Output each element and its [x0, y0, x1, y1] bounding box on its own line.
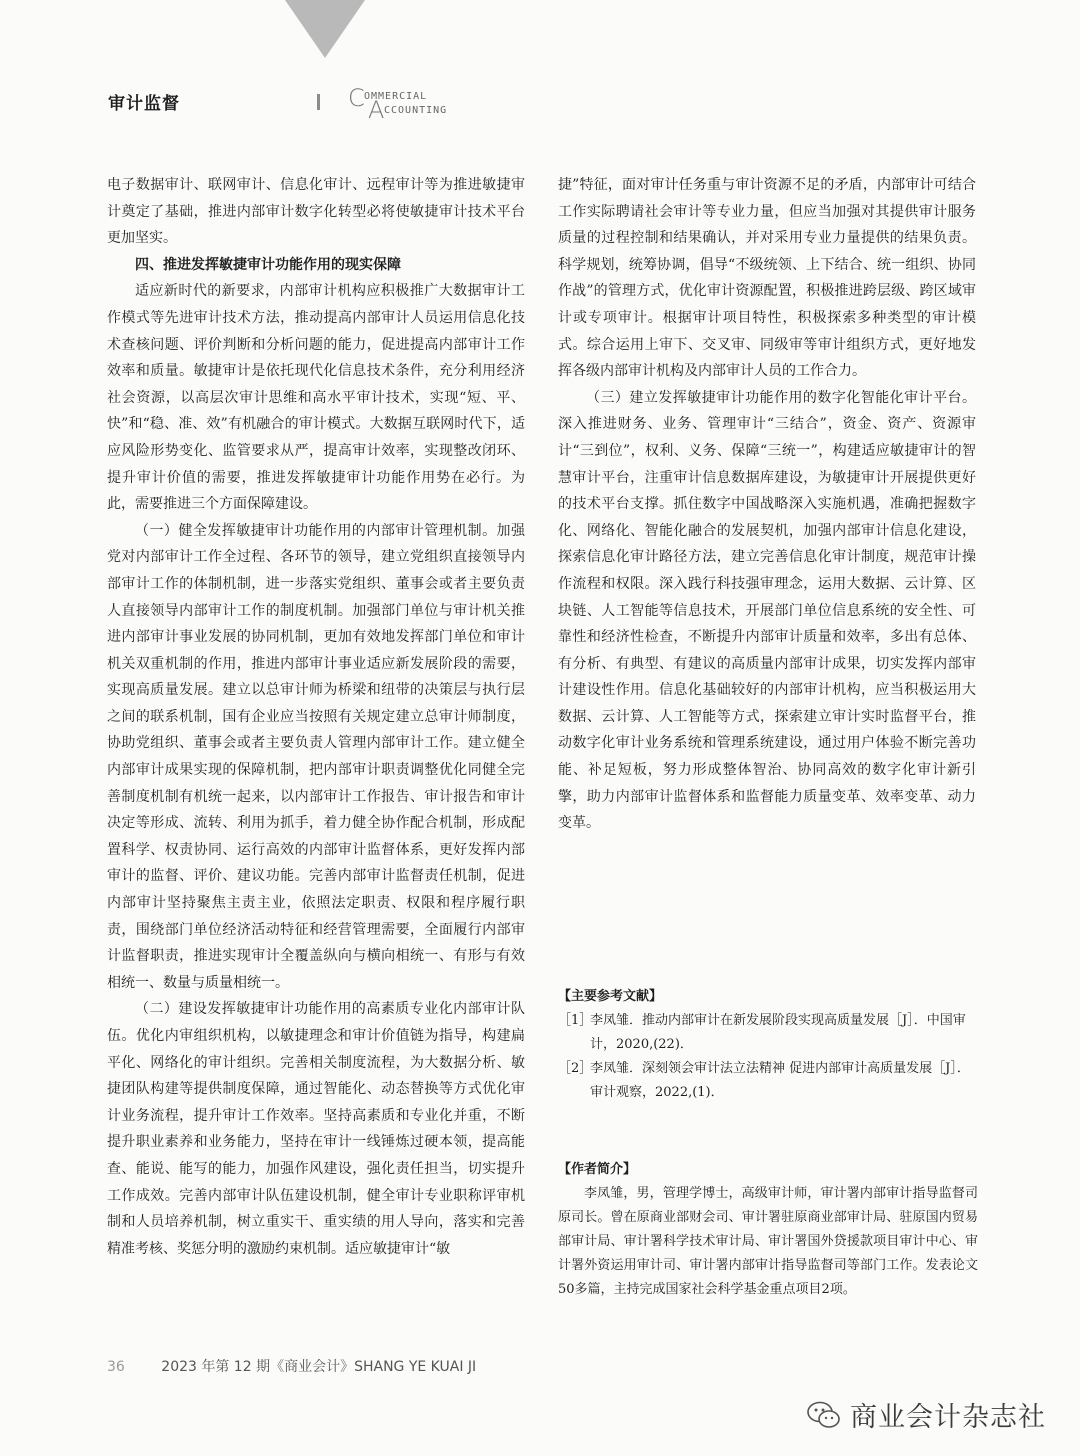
paragraph: 适应新时代的新要求，内部审计机构应积极推广大数据审计工作模式等先进审计技术方法，推动提高内部审计人员运用信息化技术查核问题、评价判断和分析问题的能力，促进提高内部审计工作效率和质量。敏捷审计是依托现代化信息技术条件，充分利用经济社会资源，以高层次审计思维和高水平审计技术，实现“短、平、快”和“稳、准、效”有机融合的审计模式。大数据互联网时代下，适应风险形势变化、监管要求从严，提高审计效率，实现整改闭环、提升审计价值的需要，推进发挥敏捷审计功能作用势在必行。为此，需要推进三个方面保障建设。	[107, 283, 525, 513]
reference-item	[558, 1057, 978, 1105]
brand-initial-c: C	[348, 84, 365, 112]
watermark	[806, 1395, 1046, 1434]
references-heading: 【主要参考文献】	[558, 989, 663, 1004]
right-column	[558, 172, 976, 837]
author-bio: 李凤雏，男，管理学博士，高级审计师，审计署内部审计指导监督司原司长。曾在原商业部财会司、审计署驻原商业部审计局、驻原国内贸易部审计局、审计署科学技术审计局、审计署国外贷援款项目审计中心、审计署外资运用审计司、审计署内部审计指导监督司等部门工作。发表论文50多篇，主持完成国家社会科学基金重点项目2项。	[558, 1186, 978, 1297]
page-number: 36	[107, 1359, 125, 1375]
reference-item	[558, 1009, 978, 1057]
issue-info: 2023 年第 12 期《商业会计》SHANG YE KUAI JI	[161, 1359, 477, 1375]
header-triangle-decoration	[285, 0, 365, 58]
brand-line-2: CCOUNTING	[384, 105, 448, 116]
brand-initial-a: A	[368, 96, 385, 124]
paragraph: 电子数据审计、联网审计、信息化审计、远程审计等为推进敏捷审计奠定了基础，推进内部审计数字化转型必将使敏捷审计技术平台更加坚实。	[107, 177, 525, 247]
reference-number: ［2］	[558, 1061, 593, 1076]
paragraph: （一）健全发挥敏捷审计功能作用的内部审计管理机制。加强党对内部审计工作全过程、各环节的领导，建立党组织直接领导内部审计工作的体制机制，进一步落实党组织、董事会或者主要负责人直接领导内部审计工作的制度机制。加强部门单位与审计机关推进内部审计事业发展的协同机制，更加有效地发挥部门单位和审计机关双重机制的作用，推进内部审计事业适应新发展阶段的需要，实现高质量发展。建立以总审计师为桥梁和纽带的决策层与执行层之间的联系机制，国有企业应当按照有关规定建立总审计师制度，协助党组织、董事会或者主要负责人管理内部审计工作。建立健全内部审计成果实现的保障机制，把内部审计职责调整优化同健全完善制度机制有机统一起来，以内部审计工作报告、审计报告和审计决定等形成、流转、利用为抓手，着力健全协作配合机制，形成配置科学、权责协同、运行高效的内部审计监督体系，更好发挥内部审计的监督、评价、建议功能。完善内部审计监督责任机制，促进内部审计坚持聚焦主责主业，依照法定职责、权限和程序履行职责，围绕部门单位经济活动特征和经营管理需要，全面履行内部审计监督职责，推进实现审计全覆盖纵向与横向相统一、有形与有效相统一、数量与质量相统一。	[107, 522, 525, 991]
reference-number: ［1］	[558, 1013, 593, 1028]
section-title: 审计监督	[108, 94, 180, 114]
header-divider	[317, 94, 320, 110]
brand-line-1: OMMERCIAL	[364, 91, 428, 102]
wechat-icon	[806, 1400, 842, 1430]
watermark-text: 商业会计杂志社	[850, 1402, 1046, 1433]
brand-logo	[348, 86, 488, 126]
paragraph: 捷”特征，面对审计任务重与审计资源不足的矛盾，内部审计可结合工作实际聘请社会审计等专业力量，但应当加强对其提供审计服务质量的过程控制和结果确认，并对采用专业力量提供的结果负责。科学规划，统筹协调，倡导“不级统领、上下结合、统一组织、协同作战”的管理方式，优化审计资源配置，积极推进跨层级、跨区域审计或专项审计。根据审计项目特性，积极探索多种类型的审计模式。综合运用上审下、交叉审、同级审等审计组织方式，更好地发挥各级内部审计机构及内部审计人员的工作合力。	[558, 177, 976, 380]
page-footer	[107, 1356, 476, 1376]
author-heading: 【作者简介】	[558, 1162, 637, 1177]
references-section	[558, 985, 978, 1105]
section-heading: 四、推进发挥敏捷审计功能作用的现实保障	[135, 256, 401, 273]
left-column	[107, 172, 525, 1262]
paragraph: （三）建立发挥敏捷审计功能作用的数字化智能化审计平台。深入推进财务、业务、管理审计“三结合”，资金、资产、资源审计“三到位”，权利、义务、保障“三统一”，构建适应敏捷审计的智慧审计平台，注重审计信息数据库建设，为敏捷审计开展提供更好的技术平台支撑。抓住数字中国战略深入实施机遇，准确把握数字化、网络化、智能化融合的发展契机，加强内部审计信息化建设，探索信息化审计路径方法，建立完善信息化审计制度，规范审计操作流程和权限。深入践行科技强审理念，运用大数据、云计算、区块链、人工智能等信息技术，开展部门单位信息系统的安全性、可靠性和经济性检查，不断提升内部审计质量和效率，多出有总体、有分析、有典型、有建议的高质量内部审计成果，切实发挥内部审计建设性作用。信息化基础较好的内部审计机构，应当积极运用大数据、云计算、人工智能等方式，探索建立审计实时监督平台，推动数字化审计业务系统和管理系统建设，通过用户体验不断完善功能、补足短板，努力形成整体智治、协同高效的数字化审计新引擎，助力内部审计监督体系和监督能力质量变革、效率变革、动力变革。	[558, 389, 976, 832]
paragraph: （二）建设发挥敏捷审计功能作用的高素质专业化内部审计队伍。优化内审组织机构，以敏捷理念和审计价值链为指导，构建扁平化、网络化的审计组织。完善相关制度流程，为大数据分析、敏捷团队构建等提供制度保障，通过智能化、动态替换等方式优化审计业务流程，提升审计工作效率。坚持高素质和专业化并重，不断提升职业素养和业务能力，坚持在审计一线锤炼过硬本领，提高能查、能说、能写的能力，加强作风建设，强化责任担当，切实提升工作成效。完善内部审计队伍建设机制，健全审计专业职称评审机制和人员培养机制，树立重实干、重实绩的用人导向，落实和完善精准考核、奖惩分明的激励约束机制。适应敏捷审计“敏	[107, 1001, 525, 1257]
reference-text: 李凤雏．推动内部审计在新发展阶段实现高质量发展［J］．中国审计，2020,(22)．	[590, 1013, 966, 1052]
reference-text: 李凤雏．深刻领会审计法立法精神 促进内部审计高质量发展［J］．审计观察，2022,(1)．	[590, 1061, 970, 1100]
author-section	[558, 1158, 978, 1302]
